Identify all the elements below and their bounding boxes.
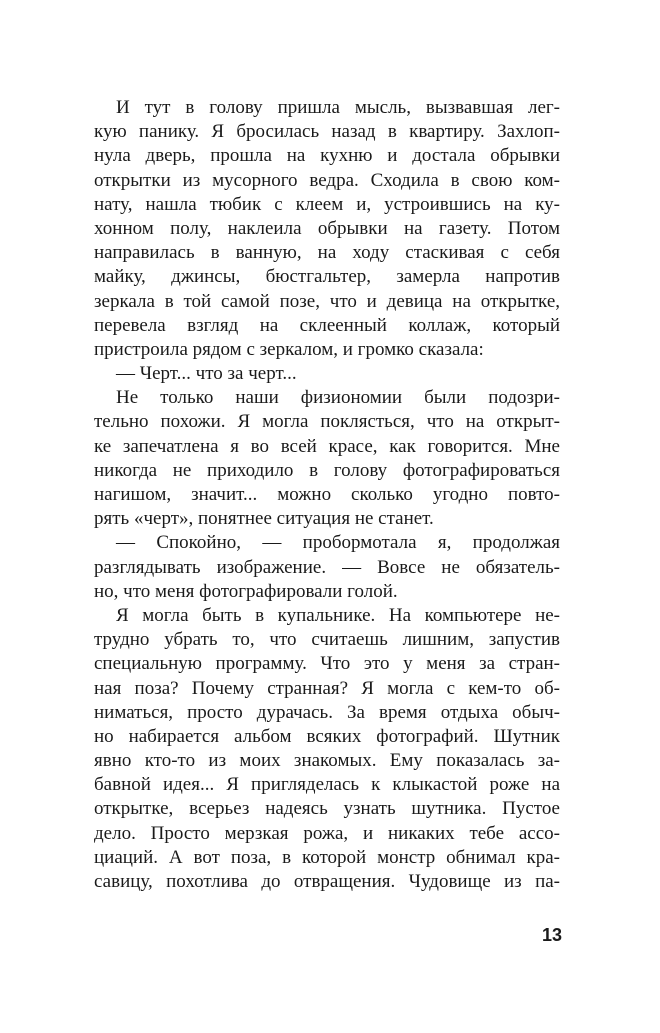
text-line: разглядывать изображение. — Вовсе не обязатель- [94,556,560,578]
text-line: рять «черт», понятнее ситуация не станет. [94,508,434,530]
text-line: ная поза? Почему странная? Я могла с кем-то об- [94,677,560,699]
text-line: открытке, всерьез надеясь узнать шутника. Пустое [94,798,560,820]
text-line: но, что меня фотографировали голой. [94,580,398,602]
text-line: нула дверь, прошла на кухню и достала обрывки [94,145,560,167]
text-line: тельно похожи. Я могла поклясться, что на открыт- [94,411,560,433]
text-line: бавной идея... Я пригляделась к клыкастой роже на [94,774,560,796]
page-number: 13 [541,925,562,945]
text-line: ке запечатлена я во всей красе, как говорится. Мне [94,435,560,457]
text-line: И тут в голову пришла мысль, вызвавшая лег- [116,97,560,118]
text-line: но набирается альбом всяких фотографий. Шутник [94,725,560,747]
text-line: направилась в ванную, на ходу стаскивая с себя [94,242,560,264]
text-line: зеркала в той самой позе, что и девица на открытке, [94,290,560,312]
text-line: перевела взгляд на склеенный коллаж, который [94,314,560,336]
text-line: ниматься, просто дурачась. За время отдыха обыч- [94,701,560,723]
body-text [94,96,560,894]
text-line: явно кто-то из моих знакомых. Ему показалась за- [94,750,560,772]
text-line: майку, джинсы, бюстгальтер, замерла напротив [94,266,560,288]
text-line: специальную программу. Что это у меня за стран- [94,653,560,675]
text-line: трудно убрать то, что считаешь лишним, запустив [94,629,560,651]
text-line: дело. Просто мерзкая рожа, и никаких тебе ассо- [94,822,560,844]
text-line: кую панику. Я бросилась назад в квартиру. Захлоп- [94,121,560,143]
text-line: савицу, похотлива до отвращения. Чудовище из па- [94,871,560,892]
text-line: пристроила рядом с зеркалом, и громко сказала: [94,338,484,360]
text-line: Я могла быть в купальнике. На компьютере не- [116,604,560,626]
text-line: — Черт... что за черт... [116,363,297,385]
text-line: открытки из мусорного ведра. Сходила в свою ком- [94,169,560,191]
text-line: нагишом, значит... можно сколько угодно повто- [94,484,560,505]
text-line: Не только наши физиономии были подозри- [116,387,560,409]
text-line: хонном полу, наклеила обрывки на газету. Потом [94,217,560,239]
text-line: нату, нашла тюбик с клеем и, устроившись на ку- [94,193,560,215]
text-line: никогда не приходило в голову фотографироваться [94,459,560,481]
text-line: — Спокойно, — пробормотала я, продолжая [116,532,560,554]
text-line: циаций. А вот поза, в которой монстр обнимал кра- [94,846,560,868]
